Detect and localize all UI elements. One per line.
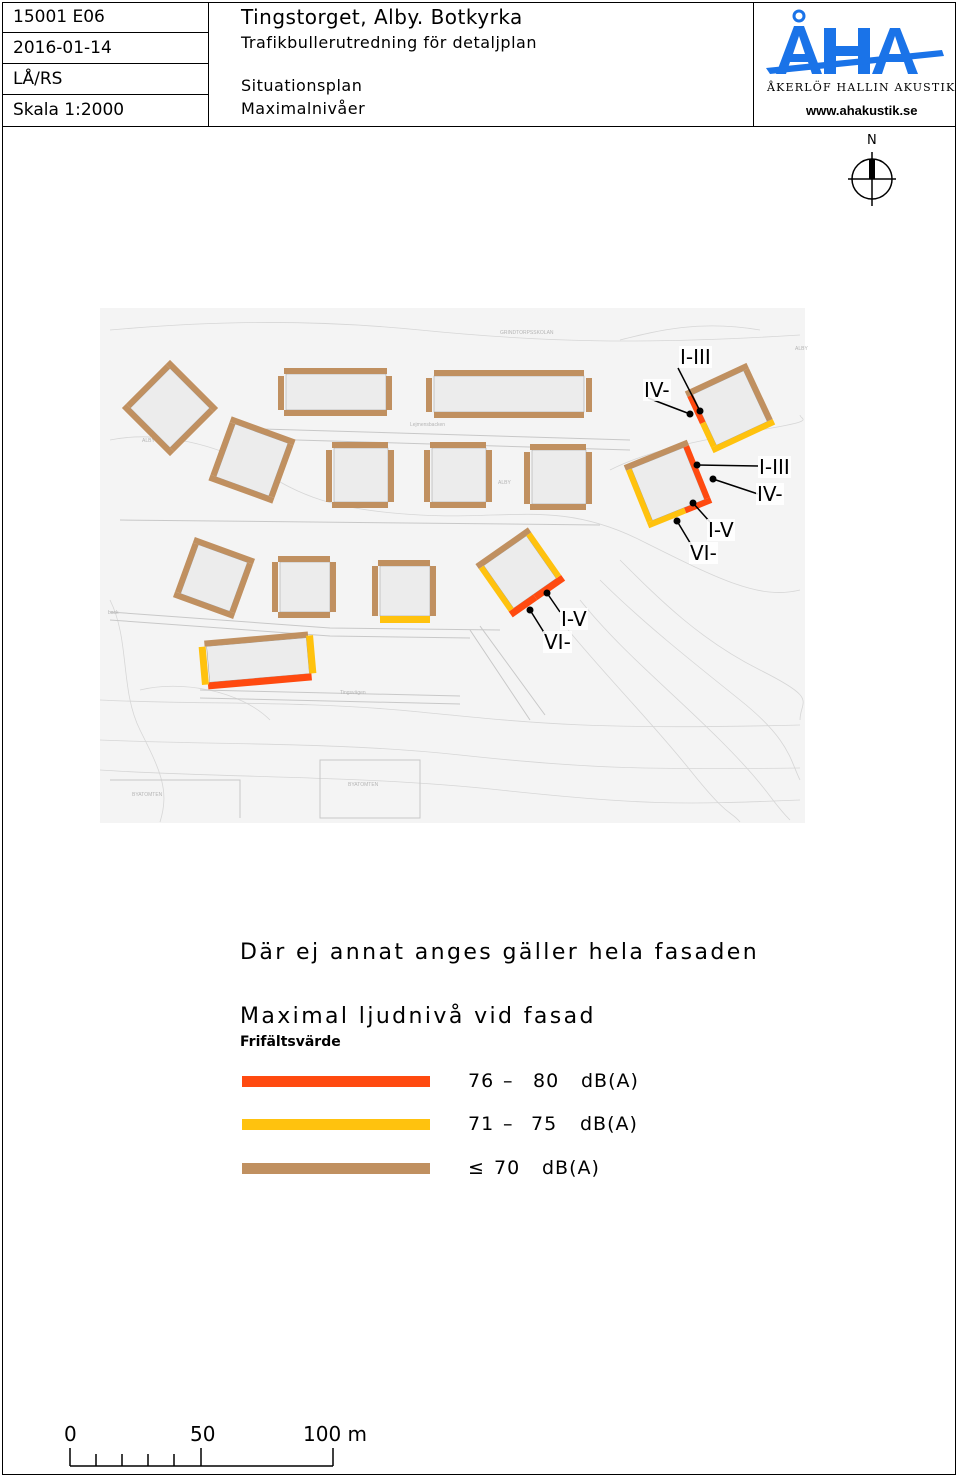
company-website[interactable]: www.ahakustik.se [806, 103, 918, 118]
svg-text:Tingsvägen: Tingsvägen [340, 690, 366, 696]
svg-text:GRINDTORPSSKOLAN: GRINDTORPSSKOLAN [500, 330, 554, 336]
north-label: N [867, 133, 877, 148]
site-plan-map [100, 308, 808, 823]
legend-swatch-yellow [242, 1119, 430, 1130]
author-initials: LÅ/RS [2, 64, 208, 95]
drawing-subject: Maximalnivåer [241, 99, 366, 118]
title-block-left [2, 2, 209, 127]
title-block-middle [209, 2, 753, 127]
legend-swatch-red [242, 1076, 430, 1087]
legend-brown-unit: dB(A) [542, 1157, 600, 1179]
svg-text:back: back [108, 610, 119, 616]
svg-text:ALBY: ALBY [795, 346, 808, 352]
building-12 [372, 560, 436, 623]
building-11 [272, 556, 336, 618]
building-5 [326, 442, 394, 508]
floor-label-center-b: VI- [544, 630, 571, 654]
legend-red-unit: dB(A) [581, 1070, 639, 1092]
north-arrow-icon [846, 152, 898, 206]
legend-yellow-to: 75 [531, 1113, 558, 1135]
drawing-type: Situationsplan [241, 76, 363, 95]
floor-label-ne-mid-b: IV- [757, 482, 783, 506]
floor-label-ne-low-b: VI- [690, 541, 717, 565]
legend-yellow-from: 71 [468, 1113, 495, 1135]
project-name: Tingstorget, Alby. Botkyrka [241, 5, 523, 29]
legend-yellow-unit: dB(A) [580, 1113, 638, 1135]
drawing-scale: Skala 1:2000 [13, 100, 125, 120]
legend-red-dash: – [503, 1070, 514, 1092]
report-title: Trafikbullerutredning för detaljplan [241, 33, 537, 52]
legend-red-to: 80 [533, 1070, 560, 1092]
legend-red-from: 76 [468, 1070, 495, 1092]
svg-text:ALBY: ALBY [142, 438, 155, 444]
svg-text:BYATOMTEN: BYATOMTEN [348, 782, 379, 788]
building-14-bottom [198, 631, 317, 690]
company-name: ÅKERLÖF HALLIN AKUSTIK [767, 81, 956, 94]
legend-subtitle: Frifältsvärde [240, 1034, 341, 1050]
aha-logo-icon [754, 2, 954, 80]
drawing-date: 2016-01-14 [2, 33, 208, 64]
scale-bar [66, 1446, 338, 1470]
building-7 [524, 444, 592, 510]
legend-swatch-brown [242, 1163, 430, 1174]
building-3 [426, 370, 592, 418]
scale-label-100: 100 m [303, 1422, 368, 1446]
svg-text:Lejmensbacken: Lejmensbacken [410, 422, 446, 428]
facade-note: Där ej annat anges gäller hela fasaden [240, 940, 760, 965]
svg-text:ALBY: ALBY [498, 480, 511, 486]
title-block-logo [753, 2, 956, 127]
scale-label-0: 0 [64, 1422, 77, 1446]
scale-label-50: 50 [190, 1422, 216, 1446]
legend-yellow-dash: – [503, 1113, 514, 1135]
project-number: 15001 E06 [2, 2, 208, 33]
legend-brown-to: 70 [494, 1157, 521, 1179]
floor-label-ne-mid-a: I-III [759, 455, 790, 479]
floor-label-ne-top-a: I-III [680, 345, 711, 369]
legend-brown-symbol: ≤ [468, 1157, 485, 1179]
building-6 [424, 442, 492, 508]
floor-label-center-a: I-V [561, 607, 587, 631]
floor-label-ne-low-a: I-V [708, 518, 734, 542]
legend-title: Maximal ljudnivå vid fasad [240, 1004, 596, 1029]
svg-text:BYATOMTEN: BYATOMTEN [132, 792, 163, 798]
building-2 [278, 368, 392, 416]
floor-label-ne-top-b: IV- [644, 378, 670, 402]
